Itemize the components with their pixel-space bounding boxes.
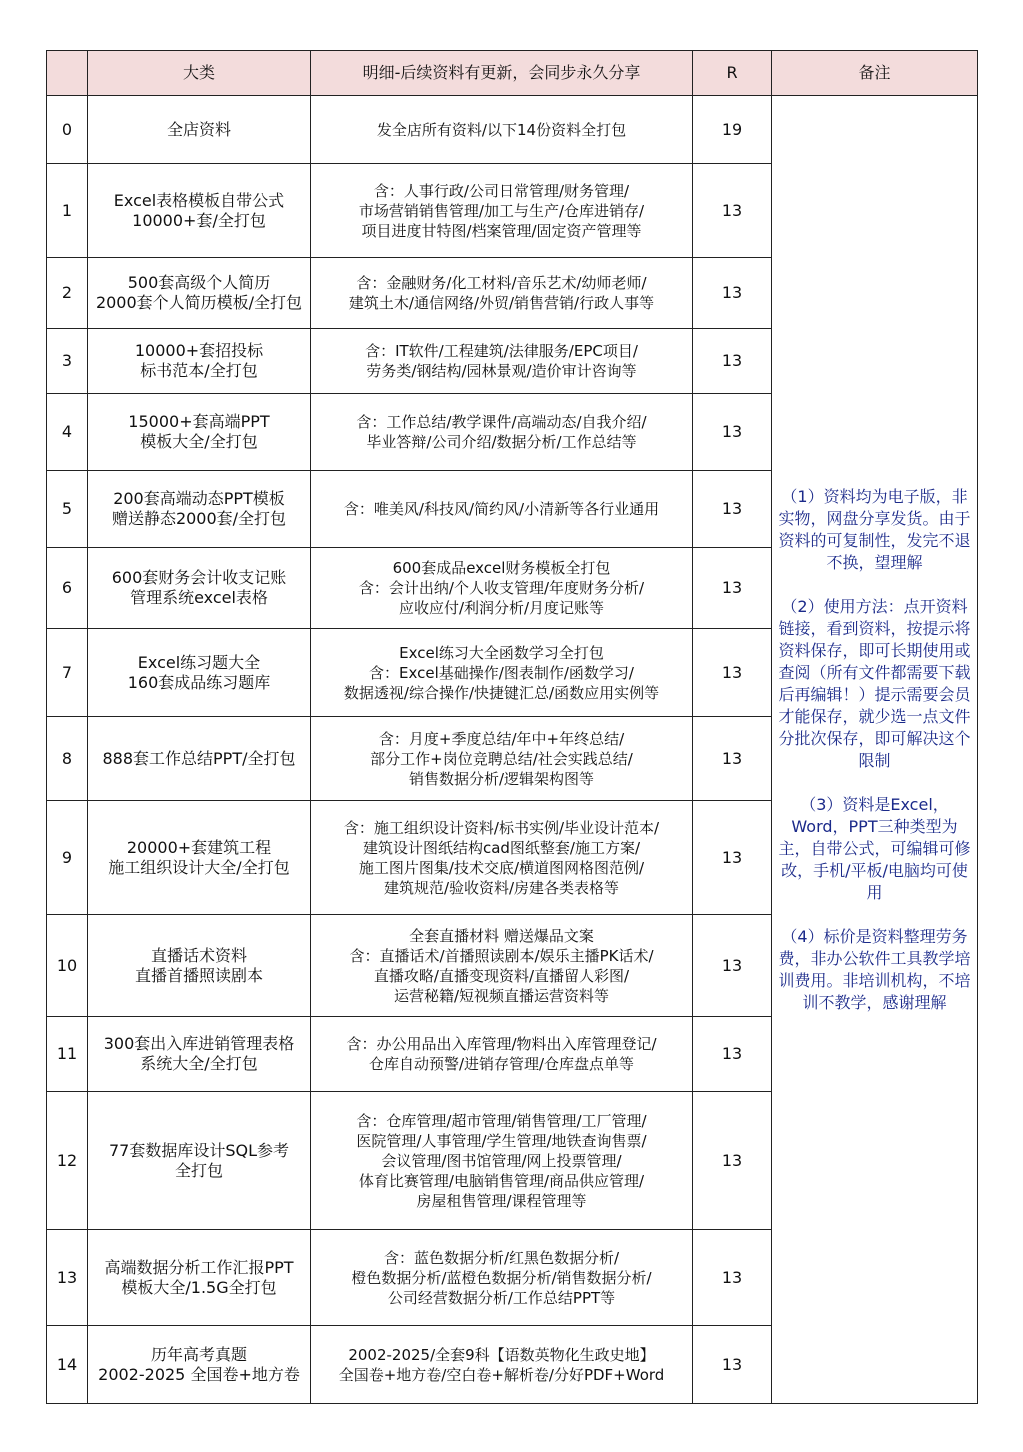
detail-line: 含：工作总结/教学课件/高端动态/自我介绍/ — [356, 413, 647, 431]
row-detail — [311, 717, 693, 801]
row-index: 4 — [47, 394, 88, 471]
category-line: 管理系统excel表格 — [130, 588, 268, 607]
category-line: 200套高端动态PPT模板 — [113, 489, 285, 508]
category-line: 20000+套建筑工程 — [126, 837, 272, 857]
row-index: 12 — [47, 1092, 88, 1230]
row-detail — [311, 548, 693, 629]
category-line: 模板大全/全打包 — [140, 432, 258, 451]
category-line: 直播话术资料 — [150, 945, 247, 965]
row-category — [88, 164, 311, 258]
row-index: 9 — [47, 801, 88, 915]
detail-line: 含：办公用品出入库管理/物料出入库管理登记/ — [346, 1035, 657, 1053]
row-index: 1 — [47, 164, 88, 258]
note-cell — [772, 96, 978, 1404]
row-index: 13 — [47, 1230, 88, 1326]
note-paragraph: （1）资料均为电子版，非实物，网盘分享发货。由于资料的可复制性，发完不退不换，望理解 — [778, 486, 971, 572]
category-line: 全店资料 — [166, 119, 231, 139]
detail-line: 毕业答辩/公司介绍/数据分析/工作总结等 — [366, 433, 637, 451]
row-index: 10 — [47, 915, 88, 1017]
header-detail: 明细-后续资料有更新，会同步永久分享 — [311, 51, 693, 96]
note-paragraph: （2）使用方法：点开资料链接，看到资料，按提示将资料保存，即可长期使用或查阅（所有文件都需要下载后再编辑！）提示需要会员才能保存，就少选一点文件分批次保存，即可解决这个限制 — [778, 596, 971, 770]
detail-line: 数据透视/综合操作/快捷键汇总/函数应用实例等 — [343, 683, 660, 702]
detail-line: 医院管理/人事管理/学生管理/地铁查询售票/ — [356, 1131, 647, 1150]
row-r-value: 13 — [693, 915, 772, 1017]
detail-line: 体育比赛管理/电脑销售管理/商品供应管理/ — [358, 1171, 645, 1190]
row-r-value: 13 — [693, 1017, 772, 1092]
row-index: 8 — [47, 717, 88, 801]
header-category: 大类 — [88, 51, 311, 96]
category-line: 15000+套高端PPT — [128, 412, 270, 431]
detail-line: 建筑土木/通信网络/外贸/销售营销/行政人事等 — [348, 294, 655, 312]
row-category — [88, 1017, 311, 1092]
row-r-value: 13 — [693, 329, 772, 394]
row-detail — [311, 801, 693, 915]
detail-line: 建筑规范/验收资料/房建各类表格等 — [383, 878, 620, 897]
detail-line: 含：IT软件/工程建筑/法律服务/EPC项目/ — [365, 342, 638, 360]
row-detail — [311, 1092, 693, 1230]
row-r-value: 13 — [693, 1230, 772, 1326]
row-r-value: 13 — [693, 394, 772, 471]
detail-line: 房屋租售管理/课程管理等 — [416, 1191, 587, 1210]
detail-line: 含：直播话术/首播照读剧本/娱乐主播PK话术/ — [349, 946, 654, 965]
detail-line: 直播攻略/直播变现资料/直播留人彩图/ — [373, 966, 630, 985]
row-category — [88, 329, 311, 394]
row-r-value: 13 — [693, 548, 772, 629]
category-line: 标书范本/全打包 — [140, 361, 258, 380]
row-category — [88, 1092, 311, 1230]
row-detail — [311, 1326, 693, 1404]
row-category — [88, 629, 311, 717]
category-line: 全打包 — [174, 1160, 223, 1180]
row-detail — [311, 329, 693, 394]
row-detail — [311, 1017, 693, 1092]
row-index: 11 — [47, 1017, 88, 1092]
detail-line: 全国卷+地方卷/空白卷+解析卷/分好PDF+Word — [338, 1365, 665, 1384]
category-line: 888套工作总结PPT/全打包 — [102, 748, 296, 768]
detail-line: 含：施工组织设计资料/标书实例/毕业设计范本/ — [343, 818, 660, 837]
detail-line: 含：月度+季度总结/年中+年终总结/ — [378, 729, 625, 748]
row-index: 6 — [47, 548, 88, 629]
detail-line: 橙色数据分析/蓝橙色数据分析/销售数据分析/ — [351, 1268, 652, 1287]
row-category — [88, 96, 311, 164]
category-line: 历年高考真题 — [150, 1344, 247, 1364]
detail-line: 含：金融财务/化工材料/音乐艺术/幼师老师/ — [356, 274, 647, 292]
detail-line: 含：唯美风/科技风/简约风/小清新等各行业通用 — [343, 500, 660, 518]
row-r-value: 13 — [693, 258, 772, 329]
detail-line: 劳务类/钢结构/园林景观/造价审计咨询等 — [366, 362, 637, 380]
row-index: 14 — [47, 1326, 88, 1404]
category-line: 高端数据分析工作汇报PPT — [104, 1257, 294, 1277]
detail-line: 600套成品excel财务模板全打包 — [392, 559, 611, 577]
row-index: 0 — [47, 96, 88, 164]
detail-line: 含：人事行政/公司日常管理/财务管理/ — [373, 181, 630, 200]
row-index: 3 — [47, 329, 88, 394]
detail-line: 公司经营数据分析/工作总结PPT等 — [387, 1288, 616, 1307]
detail-line: 建筑设计图纸结构cad图纸整套/施工方案/ — [362, 838, 641, 857]
detail-line: 含：Excel基础操作/图表制作/函数学习/ — [369, 663, 634, 682]
row-category — [88, 471, 311, 548]
detail-line: 会议管理/图书馆管理/网上投票管理/ — [381, 1151, 622, 1170]
row-r-value: 13 — [693, 629, 772, 717]
row-r-value: 13 — [693, 1326, 772, 1404]
detail-line: 全套直播材料 赠送爆品文案 — [409, 926, 594, 945]
row-index: 2 — [47, 258, 88, 329]
detail-line: 项目进度甘特图/档案管理/固定资产管理等 — [361, 221, 642, 240]
detail-line: 市场营销销售管理/加工与生产/仓库进销存/ — [358, 201, 645, 220]
row-detail — [311, 915, 693, 1017]
header-index — [47, 51, 88, 96]
row-category — [88, 1326, 311, 1404]
category-line: 直播首播照读剧本 — [134, 965, 263, 985]
detail-line: 仓库自动预警/进销存管理/仓库盘点单等 — [368, 1055, 635, 1073]
detail-line: 含：蓝色数据分析/红黑色数据分析/ — [383, 1248, 620, 1267]
row-detail — [311, 1230, 693, 1326]
row-detail — [311, 471, 693, 548]
header-row — [47, 51, 978, 96]
row-r-value: 13 — [693, 471, 772, 548]
note-paragraph: （3）资料是Excel，Word，PPT三种类型为主，自带公式，可编辑可修改，手机/平板/电脑均可使用 — [778, 794, 971, 902]
detail-line: 2002-2025/全套9科【语数英物化生政史地】 — [348, 1345, 655, 1364]
category-line: 10000+套招投标 — [134, 341, 264, 360]
header-note: 备注 — [772, 51, 978, 96]
category-line: 77套数据库设计SQL参考 — [108, 1140, 290, 1160]
category-line: 500套高级个人简历 — [127, 273, 271, 292]
category-line: 2000套个人简历模板/全打包 — [95, 293, 303, 312]
row-r-value: 13 — [693, 717, 772, 801]
detail-line: 应收应付/利润分析/月度记账等 — [398, 599, 605, 617]
category-line: 600套财务会计收支记账 — [111, 568, 287, 587]
row-index: 5 — [47, 471, 88, 548]
note-paragraph: （4）标价是资料整理劳务费，非办公软件工具教学培训费用。非培训机构，不培训不教学，感谢理解 — [778, 926, 971, 1012]
category-line: 300套出入库进销管理表格 — [103, 1034, 295, 1053]
row-category — [88, 801, 311, 915]
table-body — [47, 96, 978, 1404]
detail-line: 销售数据分析/逻辑架构图等 — [408, 769, 595, 788]
row-r-value: 19 — [693, 96, 772, 164]
row-category — [88, 258, 311, 329]
category-line: Excel练习题大全 — [137, 652, 261, 672]
row-category — [88, 394, 311, 471]
row-r-value: 13 — [693, 801, 772, 915]
detail-line: 施工图片图集/技术交底/横道图网格图范例/ — [358, 858, 645, 877]
row-detail — [311, 96, 693, 164]
header-r: R — [693, 51, 772, 96]
row-category — [88, 1230, 311, 1326]
detail-line: 含：会计出纳/个人收支管理/年度财务分析/ — [358, 579, 645, 597]
category-line: Excel表格模板自带公式 — [113, 190, 285, 210]
category-line: 2002-2025 全国卷+地方卷 — [98, 1364, 300, 1384]
row-detail — [311, 164, 693, 258]
row-category — [88, 915, 311, 1017]
category-line: 10000+套/全打包 — [132, 210, 266, 230]
resource-table — [46, 50, 978, 1404]
row-category — [88, 717, 311, 801]
detail-line: 运营秘籍/短视频直播运营资料等 — [393, 986, 610, 1005]
detail-line: 发全店所有资料/以下14份资料全打包 — [376, 120, 627, 139]
row-r-value: 13 — [693, 1092, 772, 1230]
table-row — [47, 96, 978, 164]
category-line: 模板大全/1.5G全打包 — [121, 1277, 277, 1297]
row-detail — [311, 629, 693, 717]
row-detail — [311, 258, 693, 329]
detail-line: Excel练习大全函数学习全打包 — [399, 643, 604, 662]
category-line: 160套成品练习题库 — [127, 672, 271, 692]
row-index: 7 — [47, 629, 88, 717]
category-line: 赠送静态2000套/全打包 — [111, 509, 287, 528]
row-category — [88, 548, 311, 629]
detail-line: 部分工作+岗位竞聘总结/社会实践总结/ — [370, 749, 633, 768]
category-line: 施工组织设计大全/全打包 — [108, 857, 290, 877]
category-line: 系统大全/全打包 — [140, 1054, 258, 1073]
row-detail — [311, 394, 693, 471]
detail-line: 含：仓库管理/超市管理/销售管理/工厂管理/ — [356, 1111, 647, 1130]
row-r-value: 13 — [693, 164, 772, 258]
